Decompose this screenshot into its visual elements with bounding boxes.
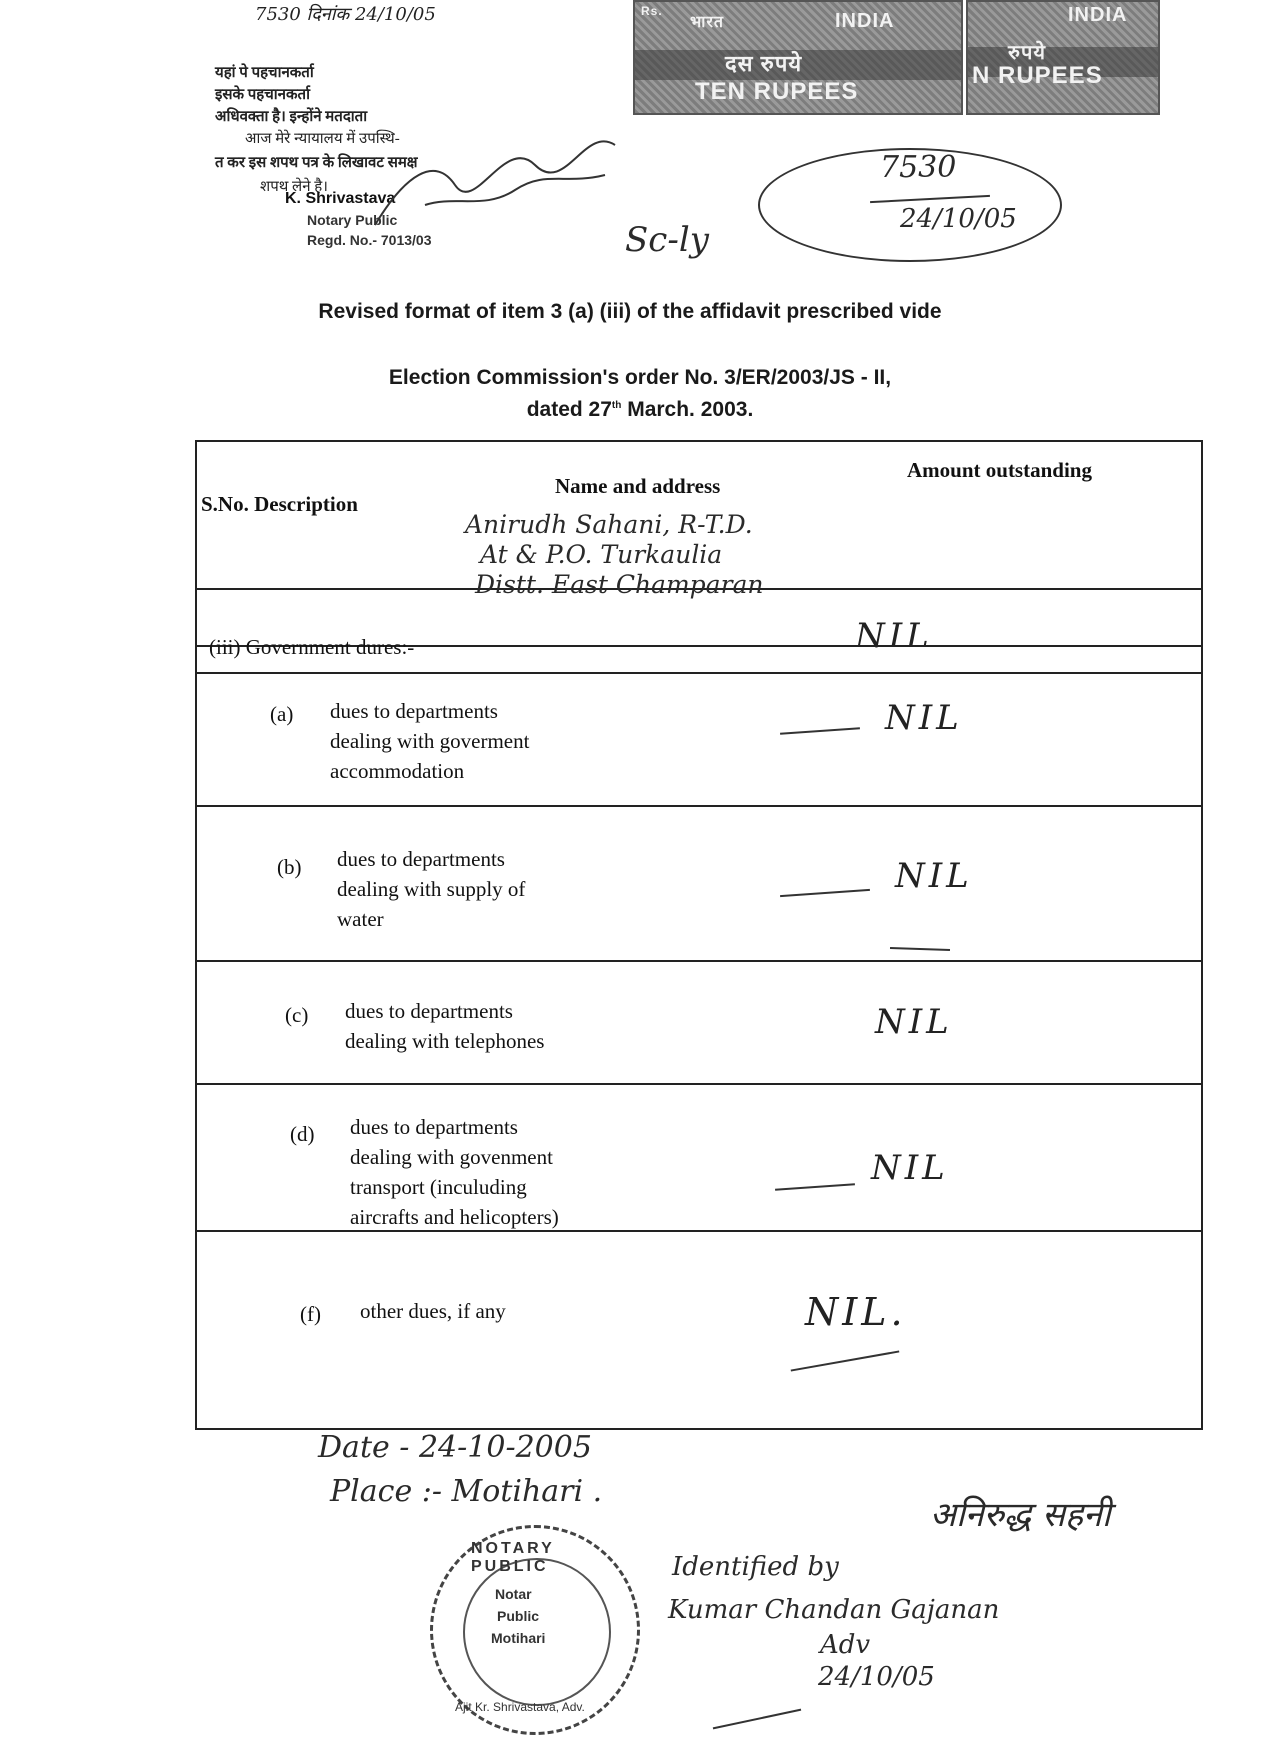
amount-dash xyxy=(791,1350,900,1371)
stamp-script: भारत xyxy=(690,14,725,31)
row-description-line: dues to departments xyxy=(350,1115,518,1139)
advocate-title: Adv xyxy=(820,1630,871,1660)
register-date: 24/10/05 xyxy=(900,204,1017,234)
notary-line-4: आज मेरे न्यायालय में उपस्थि- xyxy=(245,131,400,147)
table-rule xyxy=(195,672,1203,674)
heading-line-1: Revised format of item 3 (a) (iii) of the affidavit prescribed vide xyxy=(318,300,942,323)
row-letter: (f) xyxy=(300,1302,321,1326)
seal-center-line: Motihari xyxy=(491,1630,546,1646)
notary-signature-icon xyxy=(365,115,645,245)
stamp-value: N RUPEES xyxy=(972,62,1103,89)
stamp-country: INDIA xyxy=(1068,4,1128,26)
notary-seal xyxy=(430,1525,640,1735)
row-letter: (c) xyxy=(285,1003,309,1027)
section-title: (iii) Government dures:- xyxy=(209,635,415,659)
deponent-signature: अनिरुद्ध सहनी xyxy=(930,1495,1111,1535)
row-description-line: dues to departments xyxy=(345,999,513,1023)
row-description-line: dealing with govenment xyxy=(350,1145,553,1169)
amount-dash xyxy=(890,947,950,951)
table-border-right xyxy=(1201,440,1203,1430)
table-border-top xyxy=(195,440,1203,442)
stamp-prefix: Rs. xyxy=(641,4,663,18)
row-description-line: dealing with telephones xyxy=(345,1029,545,1053)
footer-place: Place :- Motihari . xyxy=(330,1474,603,1509)
table-rule xyxy=(195,1083,1203,1085)
section-amount: NIL xyxy=(855,616,933,656)
notary-regd: Regd. No.- 7013/03 xyxy=(307,232,432,248)
address-line: Anirudh Sahani, R-T.D. xyxy=(465,510,753,539)
row-letter: (a) xyxy=(270,702,294,726)
advocate-name: Kumar Chandan Gajanan xyxy=(668,1595,1000,1625)
notary-name: K. Shrivastava xyxy=(285,190,396,207)
stamp-value-hi: रुपये xyxy=(1008,42,1046,64)
amount-dash xyxy=(780,727,860,735)
header-amount: Amount outstanding xyxy=(907,458,1092,482)
initials-scribble: Sc-ly xyxy=(625,220,709,260)
seal-ring-bottom: Ajit Kr. Shrivastava, Adv. xyxy=(455,1700,585,1714)
identified-by: Identified by xyxy=(672,1552,839,1582)
notary-line-6: शपथ लेने है। xyxy=(260,179,328,195)
table-rule xyxy=(195,960,1203,962)
amount-dash xyxy=(780,889,870,897)
stamp-value-hi: दस रुपये xyxy=(725,51,803,76)
footer-date: Date - 24-10-2005 xyxy=(318,1430,592,1465)
notary-top-note: 7530 दिनांक 24/10/05 xyxy=(255,4,436,25)
row-description-line: water xyxy=(337,907,384,931)
notary-line-5: त कर इस शपथ पत्र के लिखावट समक्ष xyxy=(215,155,418,171)
advocate-date: 24/10/05 xyxy=(818,1662,935,1692)
notary-line-1: यहां पे पहचानकर्ता xyxy=(215,65,314,81)
amount-dash xyxy=(775,1183,855,1191)
heading-line-3: dated 27th March. 2003. xyxy=(526,398,754,421)
dues-table xyxy=(195,440,1203,1430)
row-amount: NIL xyxy=(871,1148,949,1188)
address-line: At & P.O. Turkaulia xyxy=(480,540,723,569)
row-amount: NIL xyxy=(875,1002,953,1042)
header-sno-description: S.No. Description xyxy=(201,492,358,516)
row-description-line: dealing with supply of xyxy=(337,877,526,901)
revenue-stamp-2 xyxy=(966,0,1160,115)
row-description-line: accommodation xyxy=(330,759,465,783)
notary-line-3: अधिवक्ता है। इन्होंने मतदाता xyxy=(215,109,368,125)
notary-title: Notary Public xyxy=(307,212,398,228)
row-amount: NIL xyxy=(885,698,963,738)
row-description-line: aircrafts and helicopters) xyxy=(350,1205,559,1229)
row-description-line: other dues, if any xyxy=(360,1299,506,1323)
stamp-value: TEN RUPEES xyxy=(695,78,859,105)
address-line: Distt. East Champaran xyxy=(475,570,764,599)
signature-stroke xyxy=(713,1709,801,1730)
heading-line-2: Election Commission's order No. 3/ER/2003/JS - II, xyxy=(388,366,892,389)
register-number: 7530 xyxy=(880,150,957,185)
seal-center-line: Public xyxy=(497,1608,540,1624)
row-amount: NIL. xyxy=(805,1290,907,1334)
row-letter: (d) xyxy=(290,1122,315,1146)
table-rule xyxy=(195,1230,1203,1232)
row-description-line: dues to departments xyxy=(330,699,498,723)
stamp-country: INDIA xyxy=(835,10,895,32)
table-rule xyxy=(195,805,1203,807)
row-description-line: dues to departments xyxy=(337,847,505,871)
row-letter: (b) xyxy=(277,855,302,879)
seal-ring-top: NOTARY PUBLIC xyxy=(471,1540,555,1575)
notary-endorsement xyxy=(215,0,645,250)
header-name-address: Name and address xyxy=(555,474,721,498)
table-border-left xyxy=(195,440,197,1430)
row-amount: NIL xyxy=(895,856,973,896)
row-description-line: transport (inculuding xyxy=(350,1175,527,1199)
row-description-line: dealing with goverment xyxy=(330,729,530,753)
seal-center-line: Notar xyxy=(495,1586,532,1602)
notary-line-2: इसके पहचानकर्ता xyxy=(215,87,310,103)
revenue-stamp-1 xyxy=(633,0,963,115)
